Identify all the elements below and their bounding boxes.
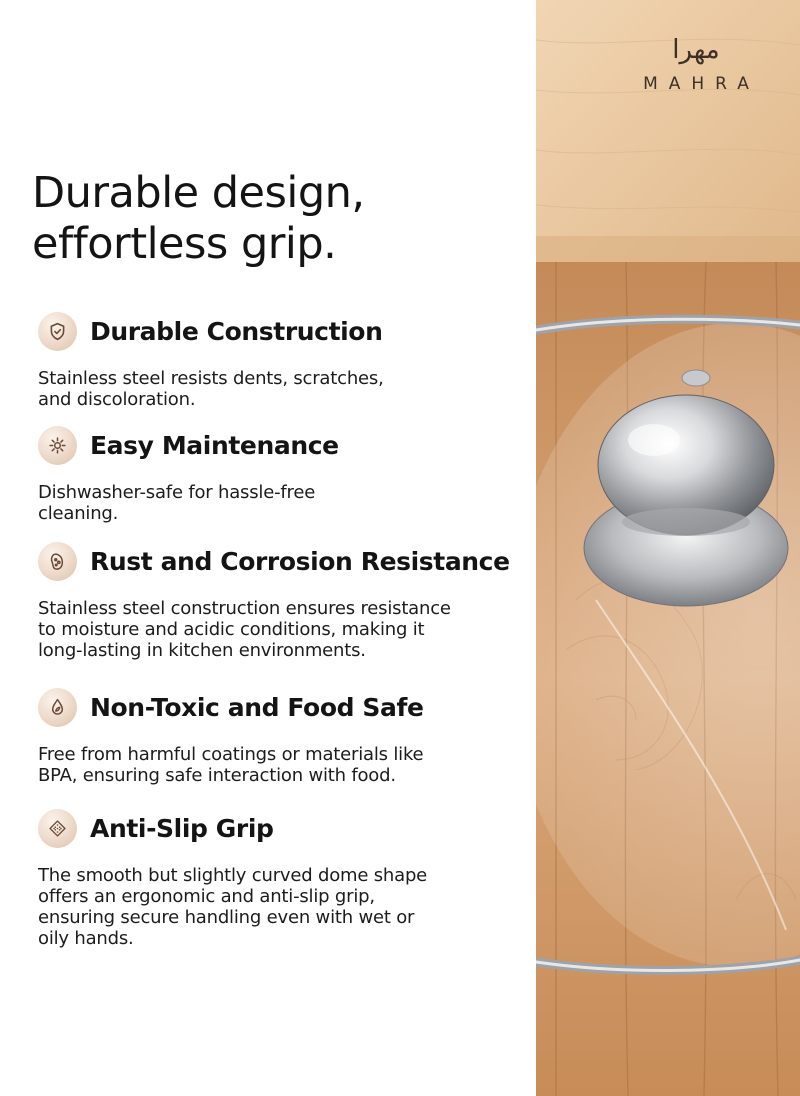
brand-logo-latin: MAHRA [643,74,760,94]
sparkle-cleaning-icon [38,426,77,465]
feature-description-line: The smooth but slightly curved dome shape [38,865,428,886]
feature-non-toxic-food-safe [38,687,518,786]
feature-description [38,482,518,524]
feature-description [38,865,518,949]
feature-description-line: BPA, ensuring safe interaction with food. [38,765,396,786]
brand-logo-arabic: مهرا [672,35,720,65]
feature-description-line: oily hands. [38,928,134,949]
feature-rust-corrosion-resistance [38,541,518,661]
feature-description [38,598,518,661]
headline-line-1: Durable design, [32,168,365,218]
feature-description-line: Stainless steel resists dents, scratches, [38,368,384,389]
feature-anti-slip-grip [38,808,518,949]
grip-texture-icon [38,809,77,848]
headline [32,168,522,270]
feature-easy-maintenance [38,425,518,524]
feature-description-line: Stainless steel construction ensures resistance [38,598,451,619]
droplet-leaf-icon [38,688,77,727]
product-photo [536,0,800,1096]
feature-description-line: Free from harmful coatings or materials like [38,744,424,765]
feature-title: Rust and Corrosion Resistance [90,546,510,576]
feature-description-line: Dishwasher-safe for hassle-free [38,482,316,503]
feature-title: Durable Construction [90,316,383,346]
feature-description [38,744,518,786]
feature-title: Non-Toxic and Food Safe [90,692,424,722]
feature-title: Easy Maintenance [90,430,339,460]
brand-logo [606,34,786,94]
rust-resistance-icon [38,542,77,581]
feature-description-line: cleaning. [38,503,119,524]
feature-description-line: offers an ergonomic and anti-slip grip, [38,886,375,907]
feature-title: Anti-Slip Grip [90,813,274,843]
shield-icon [38,312,77,351]
feature-description-line: and discoloration. [38,389,196,410]
feature-description-line: long-lasting in kitchen environments. [38,640,366,661]
feature-description-line: to moisture and acidic conditions, making it [38,619,425,640]
feature-durable-construction [38,311,518,410]
headline-line-2: effortless grip. [32,219,337,269]
feature-description-line: ensuring secure handling even with wet or [38,907,415,928]
feature-description [38,368,518,410]
